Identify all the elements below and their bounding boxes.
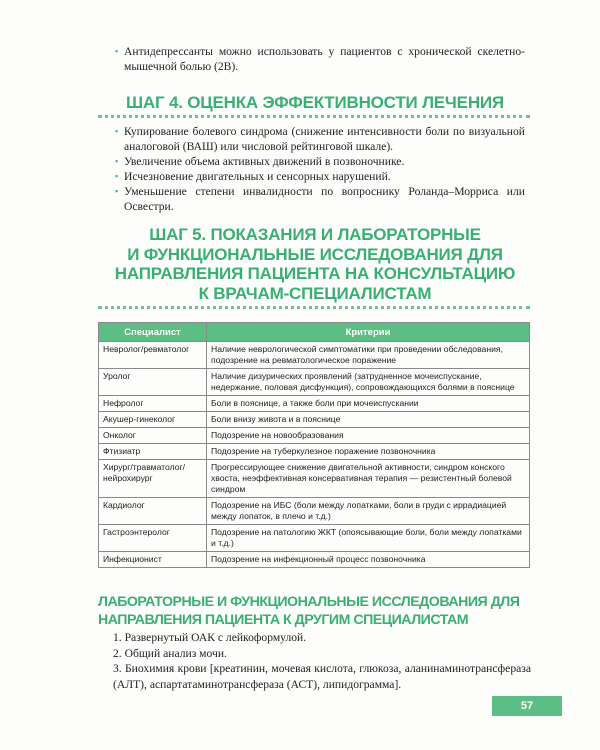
lab-item: 1. Развернутый ОАК с лейкоформулой. <box>113 631 307 644</box>
step4-item: ▪ Купирование болевого синдрома (снижение интенсивности боли по визуальной аналоговой (ВАШ) или числовой рейтинговой шкале). <box>115 124 525 154</box>
specialist-cell: Гастроэнтеролог <box>99 525 207 552</box>
step4-title: ШАГ 4. ОЦЕНКА ЭФФЕКТИВНОСТИ ЛЕЧЕНИЯ <box>126 93 504 112</box>
table-row <box>99 444 530 460</box>
table-row <box>99 396 530 412</box>
header-criteria: Критерии <box>207 323 530 342</box>
lab-item: 2. Общий анализ мочи. <box>113 646 227 660</box>
criteria-cell: Подозрение на туберкулезное поражение позвоночника <box>207 444 530 460</box>
step4-item: ▪ Исчезновение двигательных и сенсорных нарушений. <box>115 169 525 184</box>
step5-title-line: К ВРАЧАМ-СПЕЦИАЛИСТАМ <box>198 283 432 303</box>
lab-item: 3. Биохимия крови [креатинин, мочевая кислота, глюкоза, аланинаминотрансфераза (АЛТ), аспартатаминотрансфераза (АСТ), липидограмма]. <box>113 662 531 691</box>
lab-title-line: ЛАБОРАТОРНЫЕ И ФУНКЦИОНАЛЬНЫЕ ИССЛЕДОВАНИЯ ДЛЯ <box>98 594 520 610</box>
table-header-row <box>99 323 530 342</box>
criteria-cell: Подозрение на инфекционный процесс позвоночника <box>207 552 530 568</box>
table-row <box>99 369 530 396</box>
table-row <box>99 428 530 444</box>
step5-title-line: И ФУНКЦИОНАЛЬНЫЕ ИССЛЕДОВАНИЯ ДЛЯ <box>127 244 503 264</box>
specialist-cell: Акушер-гинеколог <box>99 412 207 428</box>
header-specialist: Специалист <box>99 323 207 342</box>
step5-title-line: ШАГ 5. ПОКАЗАНИЯ И ЛАБОРАТОРНЫЕ <box>149 225 481 244</box>
lab-title-line: НАПРАВЛЕНИЯ ПАЦИЕНТА К ДРУГИМ СПЕЦИАЛИСТАМ <box>98 611 469 628</box>
table-row <box>99 498 530 525</box>
criteria-cell: Боли внизу живота и в пояснице <box>207 412 530 428</box>
page-number: 57 <box>492 696 562 716</box>
step4-item: ▪ Увеличение объема активных движений в позвоночнике. <box>115 154 525 169</box>
specialist-cell: Хирург/травматолог/нейрохирург <box>99 460 207 498</box>
specialists-table <box>98 322 530 568</box>
intro-list <box>115 44 525 74</box>
specialist-cell: Нефролог <box>99 396 207 412</box>
specialist-cell: Инфекционист <box>99 552 207 568</box>
specialist-cell: Онколог <box>99 428 207 444</box>
criteria-cell: Подозрение на ИБС (боли между лопатками, боли в груди с иррадиацией между лопаток, в плечо и т.д.) <box>207 498 530 525</box>
table-row <box>99 552 530 568</box>
criteria-cell: Подозрение на патологию ЖКТ (опоясывающие боли, боли между лопатками и т.д.) <box>207 525 530 552</box>
table-row <box>99 460 530 498</box>
criteria-cell: Наличие дизурических проявлений (затрудненное мочеиспускание, недержание, половая дисфункция), сопровождающихся болями в пояснице <box>207 369 530 396</box>
step4-list <box>115 124 525 214</box>
criteria-cell: Наличие неврологической симптоматики при проведении обследования, подозрение на ревматологическое поражение <box>207 342 530 369</box>
step5-title-line: НАПРАВЛЕНИЯ ПАЦИЕНТА НА КОНСУЛЬТАЦИЮ <box>114 264 516 283</box>
lab-title <box>98 594 538 629</box>
specialist-cell: Фтизиатр <box>99 444 207 460</box>
specialist-cell: Кардиолог <box>99 498 207 525</box>
step4-divider <box>98 115 530 118</box>
step5-title <box>80 225 550 303</box>
lab-list <box>113 630 531 692</box>
intro-bullet: ▪ Антидепрессанты можно использовать у пациентов с хронической скелетно-мышечной болью (2В). <box>115 44 525 74</box>
table-row <box>99 525 530 552</box>
criteria-cell: Подозрение на новообразования <box>207 428 530 444</box>
step4-item: ▪ Уменьшение степени инвалидности по вопроснику Роланда–Морриса или Освестри. <box>115 184 525 214</box>
table-row <box>99 342 530 369</box>
table-row <box>99 412 530 428</box>
step5-divider <box>98 306 530 309</box>
specialist-cell: Уролог <box>99 369 207 396</box>
criteria-cell: Прогрессирующее снижение двигательной активности, синдром конского хвоста, неэффективная консервативная терапия — резистентный болевой синдром <box>207 460 530 498</box>
specialist-cell: Невролог/ревматолог <box>99 342 207 369</box>
criteria-cell: Боли в пояснице, а также боли при мочеиспускании <box>207 396 530 412</box>
